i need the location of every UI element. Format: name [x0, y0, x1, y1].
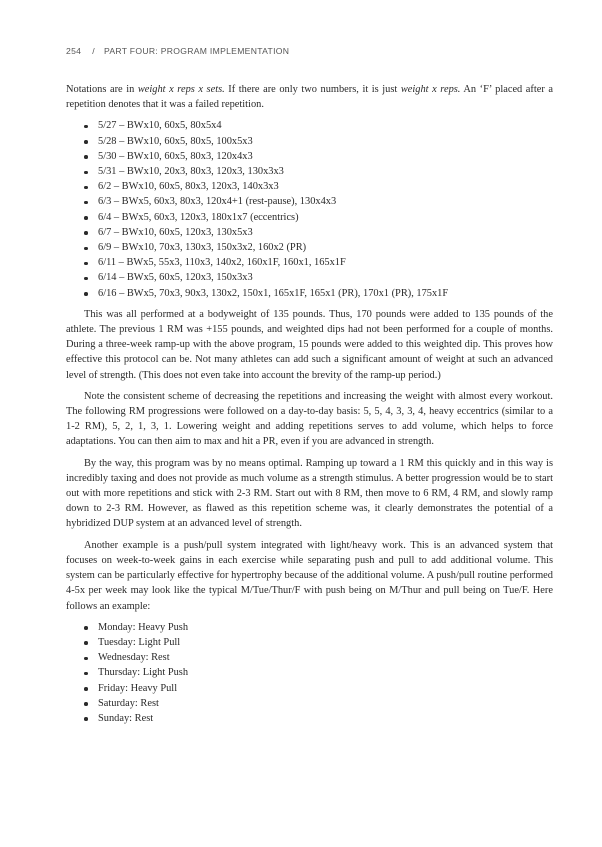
notation-paragraph — [66, 82, 553, 112]
page-number: 254 — [66, 46, 82, 56]
list-item: 6/4 – BWx5, 60x3, 120x3, 180x1x7 (eccentrics) — [98, 210, 553, 225]
list-item: 6/2 – BWx10, 60x5, 80x3, 120x3, 140x3x3 — [98, 179, 553, 194]
body-paragraph: Note the consistent scheme of decreasing the repetitions and increasing the weight with almost every workout. The following RM progressions were followed on a day-to-day basis: 5, 5, 4, 3, 3, 4, heavy eccentrics (similar to a 1-2 RM), 5, 2, 1, 3, 1. Lowering weight and adding repetitions serves to add volume, which helps to force adaptations. You can then aim to max and hit a PR, even if you are advanced in strength. — [66, 390, 553, 448]
list-item: 6/9 – BWx10, 70x3, 130x3, 150x3x2, 160x2 (PR) — [98, 240, 553, 255]
list-item: 6/3 – BWx5, 60x3, 80x3, 120x4+1 (rest-pause), 130x4x3 — [98, 194, 553, 209]
list-item: Saturday: Rest — [98, 696, 553, 711]
list-item: 5/28 – BWx10, 60x5, 80x5, 100x5x3 — [98, 134, 553, 149]
intro-emphasis-1: weight x reps x sets. — [137, 84, 225, 95]
list-item: Wednesday: Rest — [98, 650, 553, 665]
running-head — [66, 46, 289, 56]
list-item: Sunday: Rest — [98, 711, 553, 726]
list-item: Thursday: Light Push — [98, 665, 553, 680]
list-item: Monday: Heavy Push — [98, 620, 553, 635]
list-item: 5/31 – BWx10, 20x3, 80x3, 120x3, 130x3x3 — [98, 164, 553, 179]
body-paragraph: By the way, this program was by no means optimal. Ramping up toward a 1 RM this quickly and in this way is incredibly taxing and does not provide as much volume as a strength stimulus. A better progression would be to start out with more repetitions and stick with 2-3 RM. Start out with 8 RM, then move to 6 RM, 4 RM, and slowly ramp down to 2-3 RM. However, as flawed as this repetition scheme was, it clearly demonstrates the potential of a hybridized DUP system at an advanced level of strength. — [66, 457, 553, 530]
intro-text-3: An ‘F’ placed after a repetition denotes that it was a failed repetition. — [66, 84, 554, 111]
weekly-schedule-list — [66, 620, 553, 726]
list-item: 6/16 – BWx5, 70x3, 90x3, 130x2, 150x1, 165x1F, 165x1 (PR), 170x1 (PR), 175x1F — [98, 286, 553, 301]
training-log-list — [66, 118, 553, 300]
section-title: PART FOUR: PROGRAM IMPLEMENTATION — [103, 46, 290, 56]
list-item: 5/30 – BWx10, 60x5, 80x3, 120x4x3 — [98, 149, 553, 164]
list-item: 6/14 – BWx5, 60x5, 120x3, 150x3x3 — [98, 270, 553, 285]
body-paragraph: Another example is a push/pull system integrated with light/heavy work. This is an advanced system that focuses on week-to-week gains in each exercise while separating push and pull to add additional volume. This system can be particularly effective for hypertrophy because of the additional volume. A push/pull routine performed 4-5x per week may look like the typical M/Tue/Thur/F with push being on M/Thur and pull being on Tue/F. Here follows an example: — [66, 539, 553, 612]
intro-emphasis-2: weight x reps. — [400, 84, 461, 95]
body-paragraph: This was all performed at a bodyweight of 135 pounds. Thus, 170 pounds were added to 135 pounds of the athlete. The previous 1 RM was +155 pounds, and weighted dips had not been performed for a couple of months. During a three-week ramp-up with the above program, 15 pounds were added to this weighted dip. This proves how effective this protocol can be. Not many athletes can add such a significant amount of weight at such an advanced level of strength. (This does not even take into account the brevity of the ramp-up period.) — [66, 308, 553, 381]
list-item: 6/11 – BWx5, 55x3, 110x3, 140x2, 160x1F, 160x1, 165x1F — [98, 255, 553, 270]
list-item: Tuesday: Light Pull — [98, 635, 553, 650]
page-body — [66, 82, 553, 732]
intro-text-2: If there are only two numbers, it is just — [224, 84, 401, 95]
header-separator: / — [92, 46, 95, 56]
list-item: 5/27 – BWx10, 60x5, 80x5x4 — [98, 118, 553, 133]
list-item: 6/7 – BWx10, 60x5, 120x3, 130x5x3 — [98, 225, 553, 240]
list-item: Friday: Heavy Pull — [98, 681, 553, 696]
intro-text-1: Notations are in — [66, 84, 138, 95]
